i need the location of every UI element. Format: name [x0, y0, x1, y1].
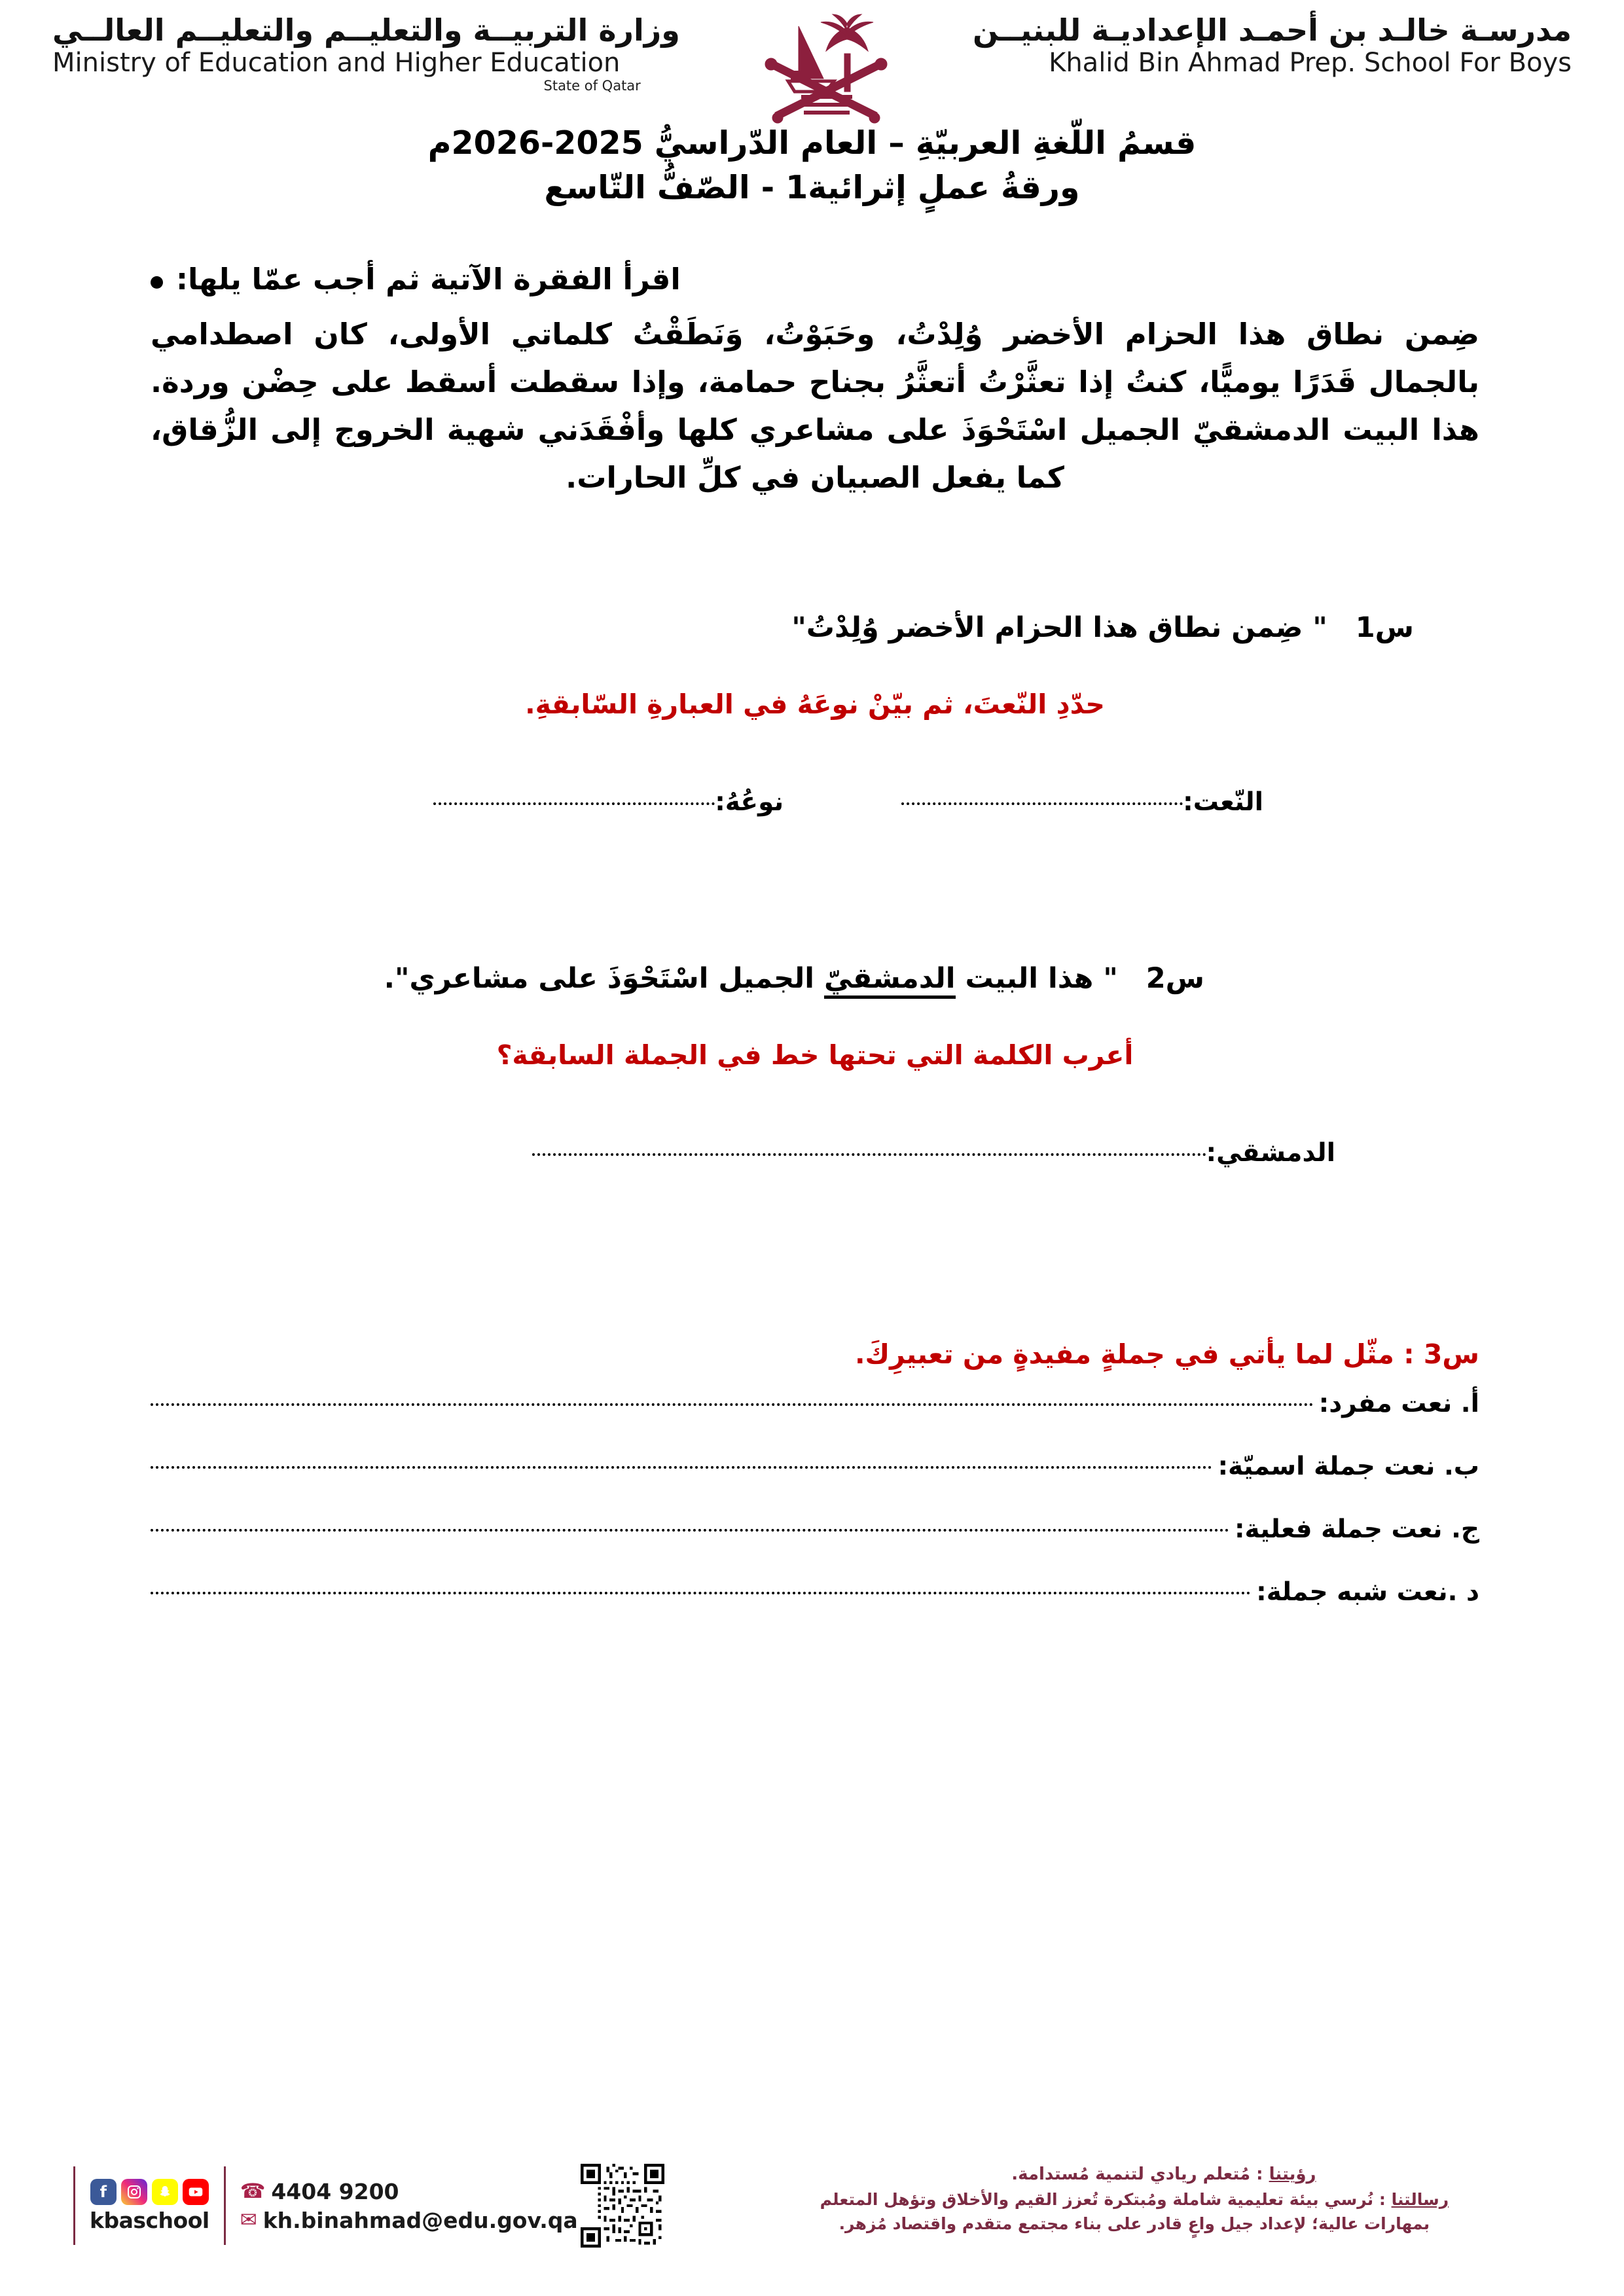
vision-text: : مُتعلم ريادي لتنمية مُستدامة. — [1011, 2164, 1269, 2184]
divider-left — [73, 2166, 75, 2245]
qr-code-icon[interactable] — [581, 2164, 664, 2248]
contact-block — [59, 2160, 664, 2248]
answer-naat-blank[interactable] — [901, 802, 1183, 805]
worksheet-body — [151, 262, 1479, 1640]
question-3-item-a-label: أ. نعت مفرد: — [1318, 1389, 1479, 1419]
mission-line-2: بمهارات عالية؛ لإعداد جيل واعٍ قادر على بناء مجتمع متقدم واقتصاد مُزهر. — [839, 2214, 1430, 2234]
contact-details — [240, 2179, 578, 2233]
school-identity — [973, 13, 1572, 78]
ministry-identity — [52, 13, 680, 94]
question-2-label: س2 — [1146, 961, 1204, 995]
question-2-underlined-word: الدمشقيّ — [824, 962, 956, 999]
document-title — [0, 121, 1624, 209]
phone-icon: ☎ — [240, 2179, 266, 2203]
answer-naat-type — [433, 787, 784, 817]
email-icon: ✉ — [240, 2208, 257, 2232]
answer-dimashqi-blank[interactable] — [532, 1153, 1206, 1156]
answer-naat-label: النّعت: — [1183, 787, 1263, 817]
question-3-item-c-label: ج. نعت جملة فعلية: — [1234, 1515, 1479, 1545]
social-handle: kbaschool — [90, 2207, 209, 2233]
school-name-english: Khalid Bin Ahmad Prep. School For Boys — [1049, 47, 1572, 78]
question-3-prompt: س3 : مثّل لما يأتي في جملةٍ مفيدةٍ من تعبيرِكَ. — [854, 1338, 1479, 1370]
phone-line — [240, 2179, 578, 2204]
email-line — [240, 2208, 578, 2233]
question-1-answer-row — [151, 787, 1479, 817]
question-3-item-a-blank[interactable] — [151, 1403, 1314, 1406]
question-3-item-b-blank[interactable] — [151, 1466, 1212, 1469]
mission-line-1 — [664, 2187, 1565, 2212]
question-2-quote-before: " هذا البيت — [955, 961, 1118, 995]
answer-naat-type-blank[interactable] — [433, 802, 715, 805]
answer-dimashqi — [532, 1138, 1336, 1168]
mission-label: رسالتنا — [1391, 2189, 1449, 2209]
question-3-item-d-label: د .نعت شبه جملة: — [1256, 1577, 1479, 1607]
social-icons-row — [90, 2179, 209, 2205]
bullet-dot-icon — [151, 276, 163, 289]
vision-label: رؤيتنا — [1269, 2164, 1316, 2184]
question-2-quote-after: الجميل اسْتَحْوَذَ على مشاعري". — [384, 961, 824, 995]
question-2-prompt: أعرب الكلمة التي تحتها خط في الجملة السابقة؟ — [496, 1039, 1134, 1071]
question-1-quote: " ضِمن نطاق هذا الحزام الأخضر وُلِدْتُ" — [791, 611, 1327, 644]
page-header — [52, 13, 1572, 137]
phone-number: 4404 9200 — [271, 2178, 399, 2204]
answer-dimashqi-label: الدمشقي: — [1206, 1138, 1335, 1168]
email-address: kh.binahmad@edu.gov.qa — [262, 2207, 578, 2233]
question-1-stem — [151, 607, 1479, 649]
question-1-prompt: حدّدِ النّعتَ، ثم بيّنْ نوعَهُ في العبارةِ السّابقةِ. — [525, 689, 1105, 721]
question-1-label: س1 — [1355, 611, 1414, 644]
youtube-icon[interactable] — [183, 2179, 209, 2205]
question-3-item-c-blank[interactable] — [151, 1529, 1229, 1532]
snapchat-icon[interactable] — [152, 2179, 178, 2205]
answer-naat-type-label: نوعُهُ: — [715, 787, 784, 817]
page-footer — [59, 2160, 1565, 2284]
list-item — [151, 1452, 1479, 1515]
answer-naat — [901, 787, 1263, 817]
reading-passage: ضِمن نطاق هذا الحزام الأخضر وُلِدْتُ، وحَبَوْتُ، وَنَطَقْتُ كلماتي الأولى، كان اصطدامي بالجمال قَدَرًا يوميًّا، كنتُ إذا تعثَّرْتُ أتعثَّرُ بجناح حمامة، وإذا سقطت أسقط على حِضْن وردة. هذا البيت الدمشقيّ الجميل اسْتَحْوَذَ على مشاعري كلها وأفْقَدَني شهية الخروج إلى الزُّقاق، كما يفعل الصبيان في كلِّ الحارات. — [151, 317, 1479, 495]
facebook-icon[interactable]: f — [90, 2179, 117, 2205]
qatar-emblem-icon — [761, 13, 892, 134]
instruction-text: اقرأ الفقرة الآتية ثم أجب عمّا يلها: — [176, 262, 681, 296]
question-2-answer-row — [151, 1138, 1479, 1168]
vision-mission-block — [664, 2160, 1565, 2236]
school-name-arabic: مدرسـة خالـد بن أحمـد الإعداديـة للبنيــن — [973, 12, 1572, 48]
reading-instruction — [151, 262, 1479, 296]
title-line-1: قسمُ اللّغةِ العربيّةِ – العام الدّراسيُّ 2025-2026م — [427, 124, 1197, 162]
divider-right — [224, 2166, 226, 2245]
vision-line — [664, 2162, 1565, 2187]
question-2-stem — [151, 958, 1479, 1000]
social-media-block — [90, 2179, 209, 2233]
ministry-name-arabic: وزارة التربيــة والتعليــم والتعليــم العالــي — [52, 12, 680, 48]
question-3-item-b-label: ب. نعت جملة اسميّة: — [1218, 1452, 1479, 1482]
state-of-qatar-label: State of Qatar — [543, 77, 641, 94]
list-item — [151, 1515, 1479, 1577]
question-3-item-d-blank[interactable] — [151, 1592, 1251, 1594]
list-item — [151, 1577, 1479, 1640]
list-item — [151, 1389, 1479, 1452]
title-line-2: ورقةُ عملٍ إثرائية1 - الصّفُّ التّاسع — [544, 168, 1080, 206]
ministry-name-english: Ministry of Education and Higher Education — [52, 47, 621, 78]
mission-text-1: : نُرسي بيئة تعليمية شاملة ومُبتكرة تُعزز القيم والأخلاق وتؤهل المتعلم — [820, 2189, 1392, 2209]
instagram-icon[interactable] — [121, 2179, 147, 2205]
